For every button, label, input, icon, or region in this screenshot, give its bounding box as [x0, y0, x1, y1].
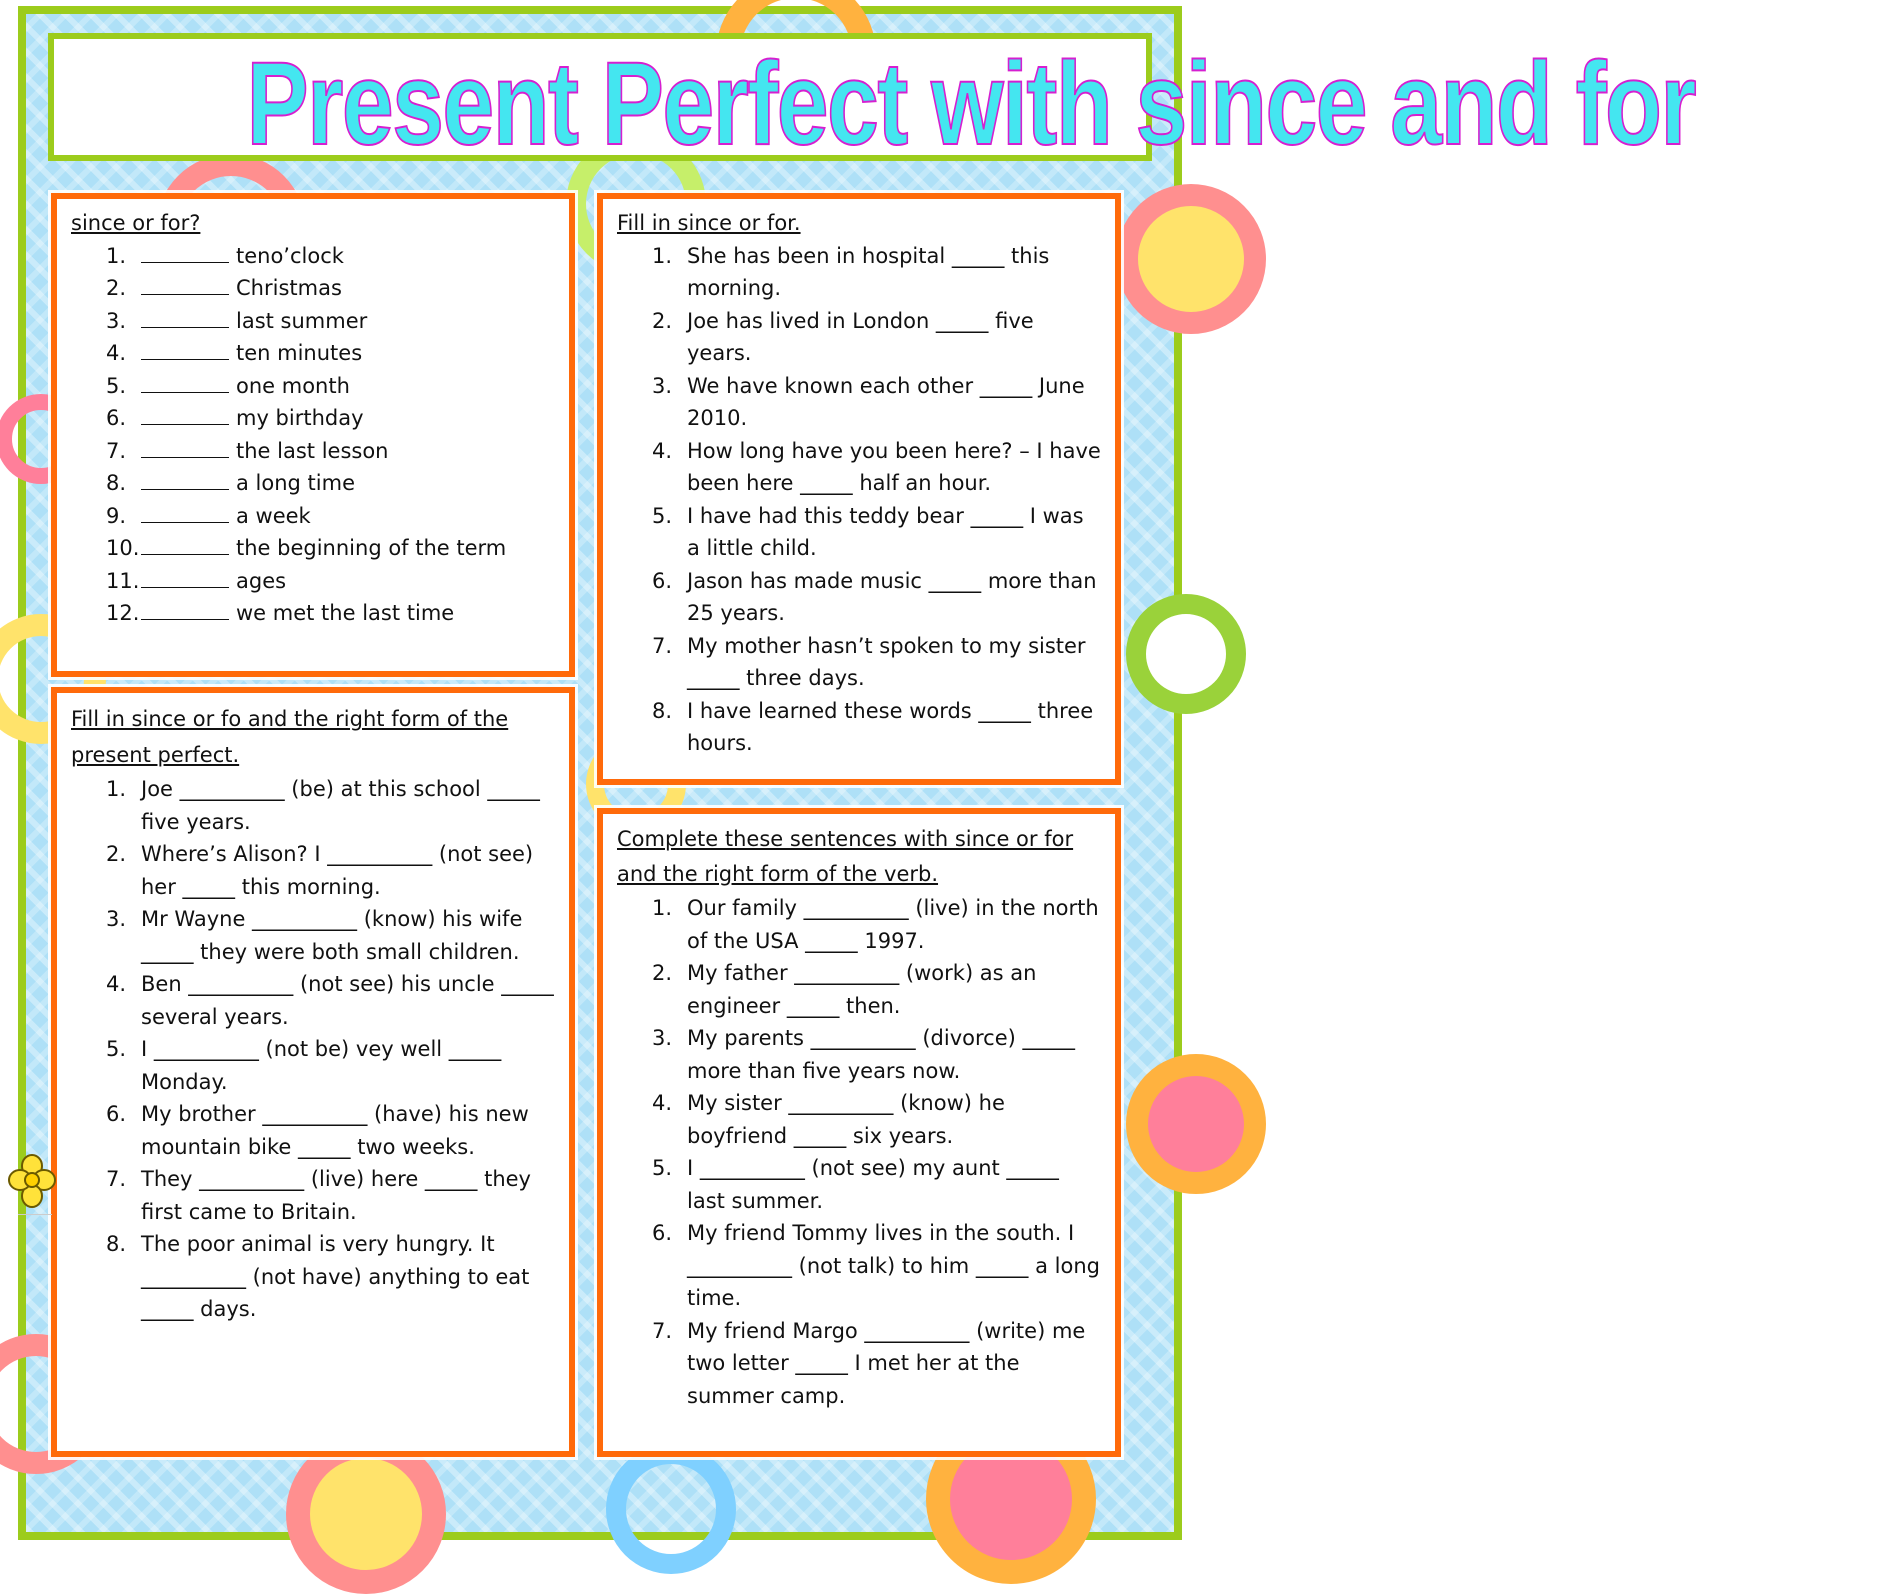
- list-item: [71, 337, 555, 370]
- list-item: [617, 957, 1101, 1022]
- item-text: I have had this teddy bear _____ I was a little child.: [687, 503, 1084, 560]
- item-text: last summer: [236, 308, 368, 333]
- list-item: [71, 1228, 555, 1326]
- list-item: [617, 630, 1101, 695]
- item-text: My mother hasn’t spoken to my sister _____ three days.: [687, 633, 1086, 690]
- item-text: She has been in hospital _____ this morning.: [687, 243, 1050, 300]
- list-item: [71, 597, 555, 630]
- list-item: [71, 565, 555, 598]
- list-item: [71, 903, 555, 968]
- item-number: 6.: [106, 406, 127, 430]
- list-item: [71, 272, 555, 305]
- item-number: 4.: [652, 1091, 673, 1115]
- item-number: 5.: [106, 1037, 127, 1061]
- item-number: 5.: [652, 503, 673, 528]
- answer-blank[interactable]: [141, 404, 229, 425]
- item-text: ages: [236, 568, 287, 593]
- item-text: I have learned these words _____ three hours.: [687, 698, 1094, 755]
- list-item: [617, 695, 1101, 760]
- item-text: a week: [236, 503, 311, 528]
- item-number: 6.: [652, 568, 673, 593]
- list-item: [71, 968, 555, 1033]
- list-item: [617, 1315, 1101, 1413]
- answer-blank[interactable]: [141, 469, 229, 490]
- item-number: 4.: [652, 438, 673, 463]
- item-number: 2.: [652, 308, 673, 333]
- item-text: My brother __________ (have) his new mountain bike _____ two weeks.: [141, 1102, 529, 1159]
- item-number: 2.: [106, 276, 127, 300]
- list-item: [617, 305, 1101, 370]
- list-item: [71, 435, 555, 468]
- item-text: I __________ (not be) vey well _____ Monday.: [141, 1037, 502, 1094]
- item-number: 3.: [652, 1026, 673, 1050]
- item-text: Christmas: [236, 276, 342, 300]
- item-number: 8.: [106, 1232, 127, 1256]
- answer-blank[interactable]: [141, 307, 229, 328]
- item-number: 10.: [106, 536, 140, 560]
- exercise-list: [71, 773, 555, 1326]
- item-number: 1.: [106, 777, 127, 801]
- item-text: Ben __________ (not see) his uncle _____ several years.: [141, 972, 554, 1029]
- decor-circle: [606, 1444, 736, 1574]
- page-title: Present Perfect with since and for: [246, 38, 1696, 170]
- list-item: [617, 892, 1101, 957]
- answer-blank[interactable]: [141, 599, 229, 620]
- exercise-list: [617, 892, 1101, 1412]
- list-item: [71, 467, 555, 500]
- list-item: [617, 1217, 1101, 1315]
- item-text: Mr Wayne __________ (know) his wife _____ they were both small children.: [141, 907, 523, 964]
- answer-blank[interactable]: [141, 339, 229, 360]
- item-text: the last lesson: [236, 438, 389, 463]
- item-text: My father __________ (work) as an engineer _____ then.: [687, 961, 1037, 1018]
- item-text: I __________ (not see) my aunt _____ last summer.: [687, 1156, 1059, 1213]
- list-item: [71, 1098, 555, 1163]
- item-text: we met the last time: [236, 601, 455, 625]
- decor-circle: [1126, 594, 1246, 714]
- item-text: My friend Margo __________ (write) me two letter _____ I met her at the summer camp.: [687, 1318, 1086, 1408]
- item-text: The poor animal is very hungry. It __________ (not have) anything to eat _____ days.: [141, 1232, 530, 1321]
- answer-blank[interactable]: [141, 567, 229, 588]
- item-number: 8.: [652, 698, 673, 723]
- title-banner: [48, 33, 1696, 170]
- exercise-heading: Complete these sentences with since or for and the right form of the verb.: [617, 827, 1074, 886]
- list-item: [617, 500, 1101, 565]
- answer-blank[interactable]: [141, 274, 229, 295]
- list-item: [71, 370, 555, 403]
- item-number: 1.: [106, 243, 127, 268]
- answer-blank[interactable]: [141, 502, 229, 523]
- list-item: [71, 402, 555, 435]
- item-number: 12.: [106, 601, 140, 625]
- item-number: 4.: [106, 972, 127, 996]
- list-item: [617, 565, 1101, 630]
- list-item: [617, 1152, 1101, 1217]
- item-text: My friend Tommy lives in the south. I __________ (not talk) to him _____ a long time.: [687, 1221, 1100, 1310]
- flower-icon: [8, 1152, 56, 1212]
- item-text: My sister __________ (know) he boyfriend _____ six years.: [687, 1091, 1005, 1148]
- item-text: Joe has lived in London _____ five years.: [687, 308, 1034, 365]
- item-text: ten minutes: [236, 341, 363, 365]
- list-item: [71, 532, 555, 565]
- list-item: [71, 240, 555, 273]
- exercise-since-or-for-box: [51, 193, 575, 677]
- item-number: 4.: [106, 341, 127, 365]
- answer-blank[interactable]: [141, 372, 229, 393]
- list-item: [71, 773, 555, 838]
- item-number: 3.: [106, 308, 127, 333]
- item-number: 6.: [652, 1221, 673, 1245]
- item-text: my birthday: [236, 406, 364, 430]
- item-text: We have known each other _____ June 2010.: [687, 373, 1085, 430]
- item-number: 8.: [106, 471, 127, 495]
- list-item: [71, 305, 555, 338]
- item-number: 7.: [652, 633, 673, 658]
- list-item: [617, 240, 1101, 305]
- item-text: teno’clock: [236, 243, 344, 268]
- decor-circle: [1126, 1054, 1266, 1194]
- item-text: My parents __________ (divorce) _____ more than five years now.: [687, 1026, 1075, 1083]
- item-number: 6.: [106, 1102, 127, 1126]
- list-item: [71, 500, 555, 533]
- list-item: [71, 1033, 555, 1098]
- item-text: They __________ (live) here _____ they first came to Britain.: [141, 1167, 531, 1224]
- item-number: 2.: [106, 842, 127, 866]
- exercise-heading: Fill in since or for.: [617, 211, 801, 235]
- item-number: 7.: [106, 438, 127, 463]
- exercise-heading: since or for?: [71, 211, 201, 235]
- decor-circle: [1116, 184, 1266, 334]
- exercise-complete-sentences-box: [597, 808, 1121, 1457]
- item-number: 7.: [652, 1318, 673, 1343]
- exercise-list: [617, 240, 1101, 760]
- item-number: 1.: [652, 896, 673, 920]
- item-text: Jason has made music _____ more than 25 years.: [687, 568, 1097, 625]
- item-number: 7.: [106, 1167, 127, 1191]
- decor-circle: [286, 1434, 446, 1594]
- item-number: 9.: [106, 503, 127, 528]
- item-number: 3.: [652, 373, 673, 398]
- answer-blank[interactable]: [141, 437, 229, 458]
- exercise-heading: Fill in since or fo and the right form of the present perfect.: [71, 707, 509, 767]
- list-item: [617, 370, 1101, 435]
- list-item: [617, 435, 1101, 500]
- item-number: 11.: [106, 568, 140, 593]
- list-item: [617, 1087, 1101, 1152]
- list-item: [617, 1022, 1101, 1087]
- item-number: 5.: [652, 1156, 673, 1180]
- item-number: 5.: [106, 373, 127, 398]
- list-item: [71, 1163, 555, 1228]
- divider: [18, 1214, 52, 1215]
- list-item: [71, 838, 555, 903]
- answer-blank[interactable]: [141, 534, 229, 555]
- item-number: 1.: [652, 243, 673, 268]
- item-text: Where’s Alison? I __________ (not see) her _____ this morning.: [141, 842, 534, 899]
- exercise-fill-in-since-or-for-box: [597, 193, 1121, 785]
- item-text: the beginning of the term: [236, 536, 507, 560]
- item-text: Our family __________ (live) in the north of the USA _____ 1997.: [687, 896, 1099, 953]
- exercise-present-perfect-box: [51, 687, 575, 1457]
- item-number: 3.: [106, 907, 127, 931]
- answer-blank[interactable]: [141, 242, 229, 263]
- item-text: a long time: [236, 471, 355, 495]
- item-text: Joe __________ (be) at this school _____ five years.: [141, 777, 540, 834]
- item-number: 2.: [652, 961, 673, 985]
- item-text: How long have you been here? – I have been here _____ half an hour.: [687, 438, 1101, 495]
- exercise-list: [71, 240, 555, 630]
- item-text: one month: [236, 373, 350, 398]
